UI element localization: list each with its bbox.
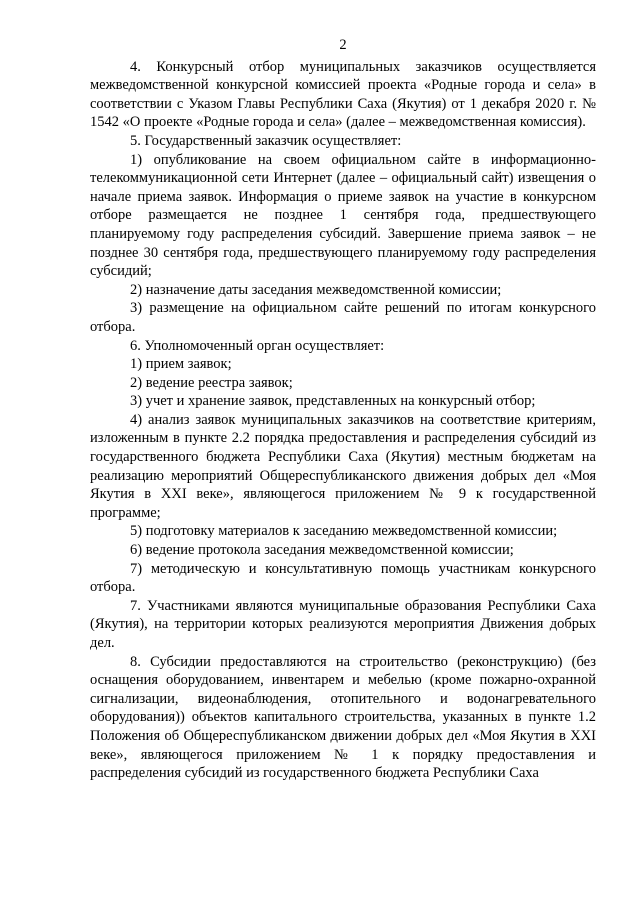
paragraph-6-item-4: 4) анализ заявок муниципальных заказчиков на соответствие критериям, изложенным в пункте 2.2 порядка предоставления и распределения субсидий из государственного бюджета Республики Саха (Якутия) местным бюджетам на реализацию мероприятий Общереспубликанского движения добрых дел «Моя Якутия в XXI веке», являющегося приложением № 9 к государственной программе; (90, 411, 596, 521)
paragraph-4-selection-commission: 4. Конкурсный отбор муниципальных заказчиков осуществляется межведомственной конкурсной комиссией проекта «Родные города и села» в соответствии с Указом Главы Республики Саха (Якутия) от 1 декабря 2020 г. № 1542 «О проекте «Родные города и села» (далее – межведомственная комиссия). (90, 58, 596, 131)
paragraph-5-item-2: 2) назначение даты заседания межведомственной комиссии; (130, 281, 502, 298)
paragraph-5-state-customer: 5. Государственный заказчик осуществляет: (130, 132, 402, 149)
paragraph-7-participants: 7. Участниками являются муниципальные образования Республики Саха (Якутия), на территории которых реализуются мероприятия Движения добрых дел. (90, 597, 596, 651)
paragraph-6-item-2: 2) ведение реестра заявок; (130, 374, 293, 391)
paragraph-6-item-5: 5) подготовку материалов к заседанию межведомственной комиссии; (130, 523, 558, 540)
paragraph-6-item-1: 1) прием заявок; (130, 356, 232, 373)
paragraph-5-item-3: 3) размещение на официальном сайте решений по итогам конкурсного отбора. (90, 300, 596, 335)
paragraph-6-authorized-body: 6. Уполномоченный орган осуществляет: (130, 337, 385, 354)
paragraph-5-item-1: 1) опубликование на своем официальном сайте в информационно-телекоммуникационной сети Интернет (далее – официальный сайт) извещения о начале приема заявок. Информация о приеме заявок на участие в конкурсном отборе размещается не позднее 1 сентября года, предшествующего планируемому году распределения субсидий. Завершение приема заявок – не позднее 30 сентября года, предшествующего планируемому году распределения субсидий; (90, 151, 596, 280)
paragraph-6-item-3: 3) учет и хранение заявок, представленных на конкурсный отбор; (130, 393, 536, 410)
paragraph-8-subsidies: 8. Субсидии предоставляются на строительство (реконструкцию) (без оснащения оборудованием, инвентарем и мебелью (кроме пожарно-охранной сигнализации, видеонаблюдения, отопительного и водонагревательного оборудования)) объектов капитального строительства, указанных в пункте 1.2 Положения об Общереспубликанском движении добрых дел «Моя Якутия в XXI веке», являющегося приложением № 1 к порядку предоставления и распределения субсидий из государственного бюджета Республики Саха (90, 653, 596, 782)
page-number: 2 (339, 37, 347, 53)
paragraph-6-item-6: 6) ведение протокола заседания межведомственной комиссии; (130, 542, 514, 559)
paragraph-6-item-7: 7) методическую и консультативную помощь участникам конкурсного отбора. (90, 560, 596, 596)
